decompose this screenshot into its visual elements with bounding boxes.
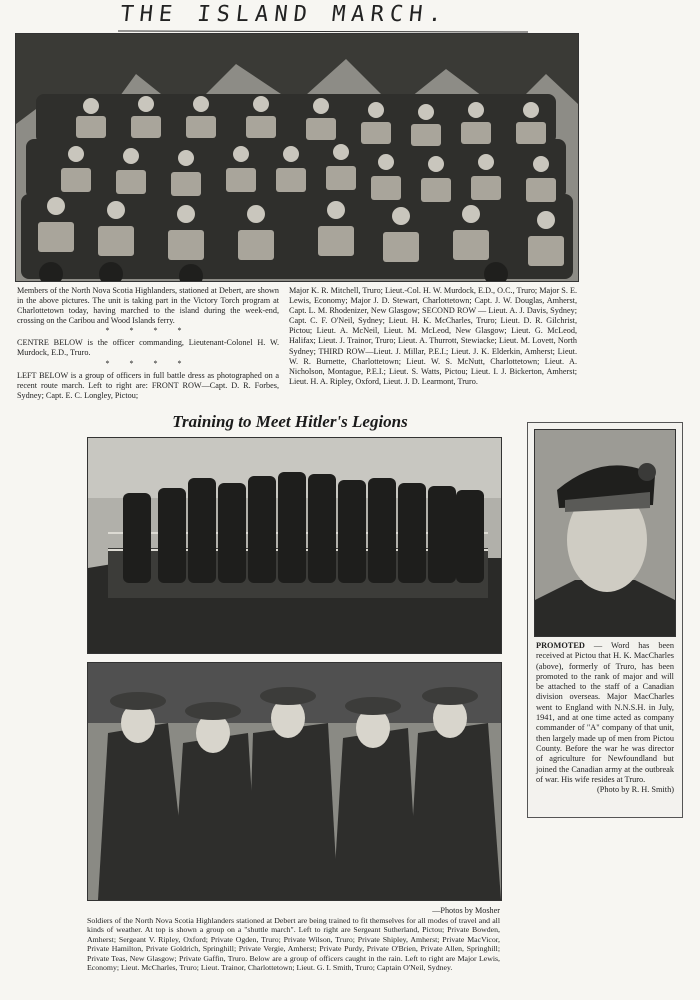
promoted-photo-credit: (Photo by R. H. Smith) xyxy=(597,785,674,795)
caption-left-below: LEFT BELOW is a group of officers in full battle dress as photographed on a recent route march. Left to right are: FRONT ROW—Capt. D. R. Forbes, Sydney; Capt. E. C. Longley, Pictou; xyxy=(17,370,279,400)
caption-officer-list: Major K. R. Mitchell, Truro; Lieut.-Col. H. W. Murdock, E.D., O.C., Truro; Major S. E. Lewis, Economy; Major J. D. Stewart, Charlottetown; Capt. J. W. Douglas, Amherst, Capt. L. M. Rhodenizer, New Glasgow; SECOND ROW — Lieut. A. J. Davis, Sydney; Capt. C. F. O'Neil, Sydney; Lieut. H. K. McCharles, Truro; Lieut. D. R. Gilchrist, Pictou; Lieut. A. McNeil, Lieut. M. McLeod, New Glasgow; Lieut. G. McLeod, Halifax; Lieut. J. Trainor, Truro; Lieut. A. Thurrott, Stewiacke; Lieut. M. Lovett, North Sydney; THIRD ROW—Lieut. J. Millar, P.E.I.; Lieut. J. K. Elderkin, Amherst; Lieut. W. R. Burnette, Charlottetown; Lieut. W. S. McNutt, Charlottetown; Lieut. A. Nicholson, Montague, P.E.I.; Lieut. S. Watts, Pictou; Lieut. I. J. Bickerton, Amherst; Lieut. H. A. Ripley, Oxford, Lieut. J. D. Learmont, Truro. xyxy=(289,286,577,386)
training-photo-credit: —Photos by Mosher xyxy=(432,906,500,915)
officers-rain-photo xyxy=(87,662,502,901)
caption-centre-below: CENTRE BELOW is the officer commanding, Lieutenant-Colonel H. W. Murdock, E.D., Truro. xyxy=(17,338,279,358)
stars-separator: * * * * xyxy=(105,358,191,368)
shuttle-march-photo xyxy=(87,437,502,654)
training-headline: Training to Meet Hitler's Legions xyxy=(172,412,408,431)
handwritten-title: THE ISLAND MARCH. xyxy=(119,2,449,27)
top-caption-left xyxy=(17,286,279,401)
officers-rain-illustration xyxy=(88,663,501,900)
top-caption-right xyxy=(289,286,577,387)
portrait-illustration xyxy=(535,430,675,636)
group-photo-illustration xyxy=(16,34,578,281)
stars-separator: * * * * xyxy=(105,326,191,336)
promoted-text xyxy=(536,641,674,795)
portrait-photo xyxy=(534,429,676,637)
promoted-body: — Word has been received at Pictou that H. K. MacCharles (above), formerly of Truro, has been promoted to the rank of major and will be attached to the staff of a Canadian division overseas. Major MacCharles went to England with N.N.S.H. in July, 1941, and at one time acted as company commander of "A" company of that unit, then largely made up of men from Pictou County. Before the war he was director of agriculture for Newfoundland but joined the Canadian army at the outbreak of war. His wife resides at Truro. xyxy=(536,641,674,784)
promoted-clipping xyxy=(527,422,683,818)
promoted-lead: PROMOTED xyxy=(536,641,585,650)
caption-intro: Members of the North Nova Scotia Highlanders, stationed at Debert, are shown in the above pictures. The unit is taking part in the Victory Torch program at Charlottetown today, having marched to the island during the week-end, crossing on the Caribou and Wood Islands ferry. xyxy=(17,286,279,326)
training-caption: Soldiers of the North Nova Scotia Highlanders stationed at Debert are being trained to fit themselves for all modes of travel and all kinds of weather. At top is shown a group on a "shuttle march". Left to right are Sergeant Sutherland, Pictou; Private Bowden, Amherst; Sergeant V. Ripley, Oxford; Private Ogden, Truro; Private Wilson, Truro; Private Shipley, Amherst; Private MacVicor, Private Hamilton, Private Goldrich, Springhill; Private Vergie, Amherst; Private Purdy, Private O'Brien, Private Allen, Springhill; Private Teas, New Glasgow; Private Gaffin, Truro. Below are a group of officers caught in the rain. Left to right are Major Lewis, Economy; Lieut. McCharles, Truro; Lieut. Trainor, Charlottetown; Lieut. G. I. Smith, Truro; Captain O'Neil, Sydney. xyxy=(87,916,500,973)
top-group-photo xyxy=(15,33,579,282)
shuttle-march-illustration xyxy=(88,438,501,653)
